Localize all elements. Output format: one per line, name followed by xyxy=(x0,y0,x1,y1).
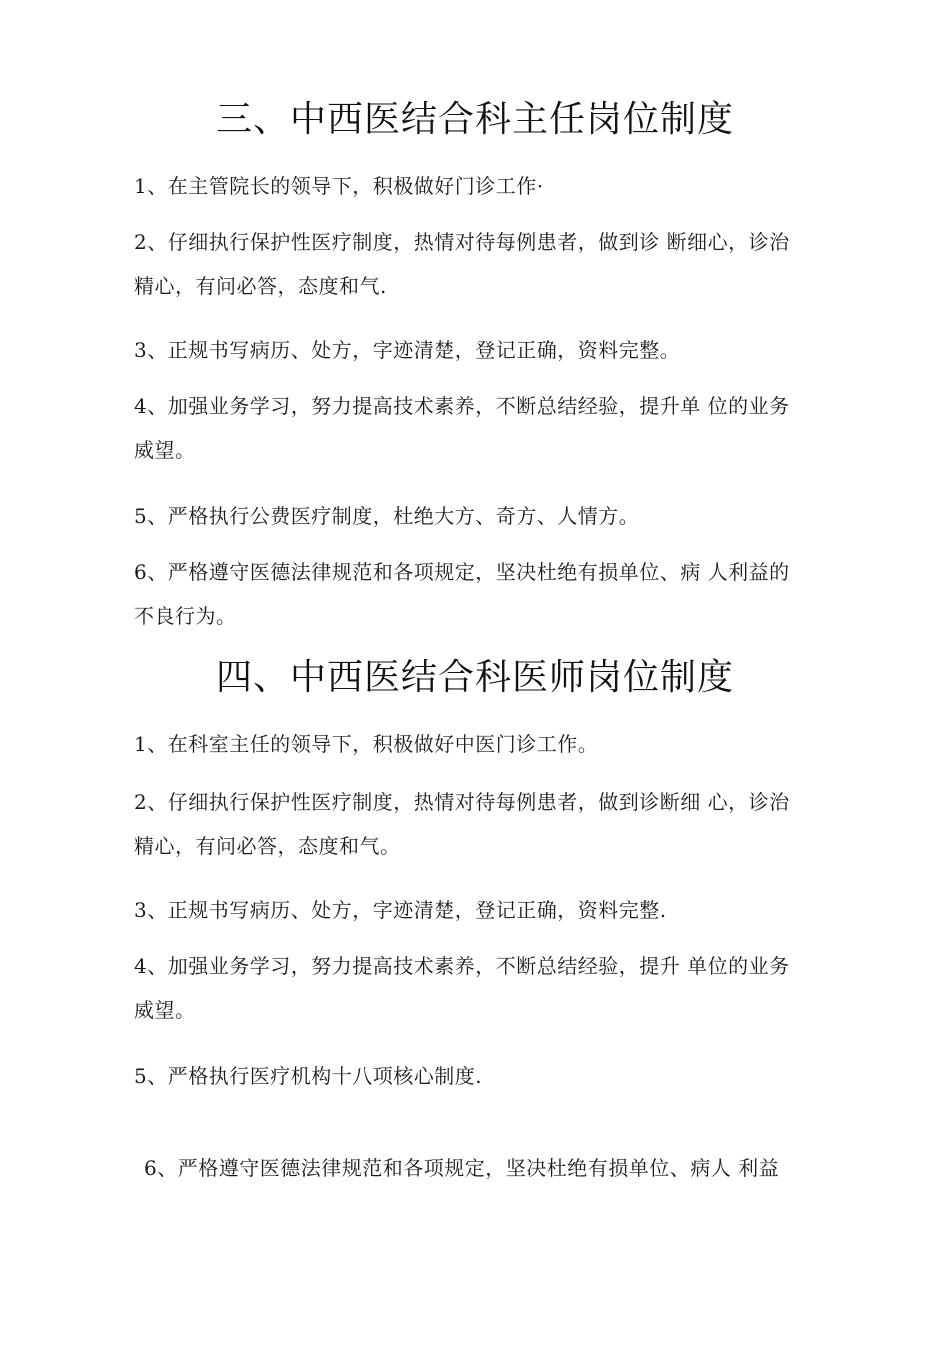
section-3-title: 三、中西医结合科主任岗位制度 xyxy=(215,99,734,140)
section-3-item-5-line-1: 5、严格执行公费医疗制度，杜绝大方、奇方、人情方。 xyxy=(134,504,640,528)
section-4-item-4-line-2: 威望。 xyxy=(134,998,196,1022)
section-3-item-1 xyxy=(134,164,824,208)
section-3-item-1-line-1: 1、在主管院长的领导下，积极做好门诊工作· xyxy=(134,174,544,198)
section-4-item-1 xyxy=(134,722,824,766)
section-4-item-3 xyxy=(134,888,824,932)
section-3-item-4-line-2: 威望。 xyxy=(134,438,196,462)
section-4-title: 四、中西医结合科医师岗位制度 xyxy=(215,657,734,698)
section-4-item-2-line-1: 2、仔细执行保护性医疗制度，热情对待每例患者，做到诊断细 心，诊治 xyxy=(134,790,790,814)
section-4-item-1-line-1: 1、在科室主任的领导下，积极做好中医门诊工作。 xyxy=(134,732,599,756)
section-3-item-6 xyxy=(134,550,824,638)
section-4-item-5-line-1: 5、严格执行医疗机构十八项核心制度. xyxy=(134,1064,483,1088)
section-3-item-6-line-1: 6、严格遵守医德法律规范和各项规定，坚决杜绝有损单位、病 人利益的 xyxy=(134,560,790,584)
section-4-item-3-line-1: 3、正规书写病历、处方，字迹清楚，登记正确，资料完整. xyxy=(134,898,667,922)
section-3-item-4 xyxy=(134,384,824,472)
section-3-item-2-line-2: 精心，有问必答，态度和气. xyxy=(134,274,387,298)
section-3-item-6-line-2: 不良行为。 xyxy=(134,604,237,628)
section-3-item-3-line-1: 3、正规书写病历、处方，字迹清楚，登记正确，资料完整。 xyxy=(134,338,681,362)
section-4-item-2 xyxy=(134,780,824,868)
section-3-item-2-line-1: 2、仔细执行保护性医疗制度，热情对待每例患者，做到诊 断细心，诊治 xyxy=(134,230,790,254)
section-4-item-2-line-2: 精心，有问必答，态度和气。 xyxy=(134,834,401,858)
section-4-item-5 xyxy=(134,1054,824,1098)
section-4-item-6-line-1: 6、严格遵守医德法律规范和各项规定，坚决杜绝有损单位、病人 利益 xyxy=(144,1156,780,1180)
section-4-item-4 xyxy=(134,944,824,1032)
section-3-item-2 xyxy=(134,220,824,308)
section-3-item-4-line-1: 4、加强业务学习，努力提高技术素养，不断总结经验，提升单 位的业务 xyxy=(134,394,790,418)
section-3-item-5 xyxy=(134,494,824,538)
section-4-item-4-line-1: 4、加强业务学习，努力提高技术素养，不断总结经验，提升 单位的业务 xyxy=(134,954,790,978)
section-3-item-3 xyxy=(134,328,824,372)
section-4-item-6 xyxy=(144,1146,834,1190)
